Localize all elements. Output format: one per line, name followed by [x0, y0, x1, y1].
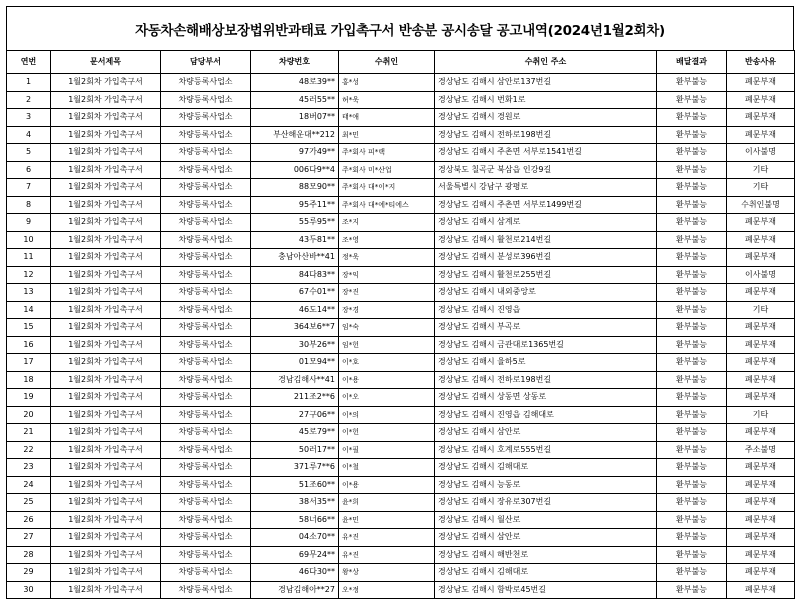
cell-delivery-result: 환부불능 — [657, 284, 727, 302]
cell-delivery-result: 환부불능 — [657, 476, 727, 494]
table-row — [7, 249, 795, 267]
cell-address: 경상남도 김해시 능동로 — [435, 476, 657, 494]
cell-no: 1 — [7, 74, 51, 92]
cell-recipient: 왕*상 — [339, 564, 435, 582]
cell-address: 경상남도 김해시 삼안로 — [435, 424, 657, 442]
cell-dept: 차량등록사업소 — [161, 389, 251, 407]
cell-recipient: 정*욱 — [339, 249, 435, 267]
cell-delivery-result: 환부불능 — [657, 91, 727, 109]
table-row — [7, 266, 795, 284]
cell-dept: 차량등록사업소 — [161, 424, 251, 442]
table-row — [7, 284, 795, 302]
table-row — [7, 301, 795, 319]
cell-address: 경상남도 김해시 전하로198번길 — [435, 126, 657, 144]
cell-doc-title: 1월2회차 가입촉구서 — [51, 546, 161, 564]
cell-dept: 차량등록사업소 — [161, 266, 251, 284]
cell-dept: 차량등록사업소 — [161, 214, 251, 232]
cell-delivery-result: 환부불능 — [657, 266, 727, 284]
cell-doc-title: 1월2회차 가입촉구서 — [51, 214, 161, 232]
cell-return-reason: 폐문부재 — [727, 249, 795, 267]
cell-delivery-result: 환부불능 — [657, 354, 727, 372]
cell-delivery-result: 환부불능 — [657, 319, 727, 337]
cell-doc-title: 1월2회차 가입촉구서 — [51, 406, 161, 424]
cell-return-reason: 폐문부재 — [727, 564, 795, 582]
cell-recipient: 주*회사 미*산업 — [339, 161, 435, 179]
cell-return-reason: 폐문부재 — [727, 389, 795, 407]
cell-car-number: 01모94** — [251, 354, 339, 372]
column-header-dept: 담당부서 — [161, 51, 251, 74]
cell-address: 경상남도 김해시 활천로255번길 — [435, 266, 657, 284]
table-body — [7, 74, 795, 599]
table-row — [7, 546, 795, 564]
cell-return-reason: 폐문부재 — [727, 581, 795, 599]
table-row — [7, 371, 795, 389]
cell-car-number: 95주11** — [251, 196, 339, 214]
cell-no: 17 — [7, 354, 51, 372]
table-row — [7, 389, 795, 407]
cell-address: 경상남도 김해시 진영읍 김해대로 — [435, 406, 657, 424]
cell-delivery-result: 환부불능 — [657, 511, 727, 529]
cell-recipient: 윤*희 — [339, 494, 435, 512]
cell-doc-title: 1월2회차 가입촉구서 — [51, 301, 161, 319]
cell-car-number: 50러17** — [251, 441, 339, 459]
cell-address: 경상남도 김해시 삼안로137번길 — [435, 74, 657, 92]
cell-recipient: 이*용 — [339, 476, 435, 494]
cell-recipient: 장*진 — [339, 284, 435, 302]
cell-recipient: 주*회사 대*에*티에스 — [339, 196, 435, 214]
cell-delivery-result: 환부불능 — [657, 161, 727, 179]
cell-doc-title: 1월2회차 가입촉구서 — [51, 494, 161, 512]
cell-no: 3 — [7, 109, 51, 127]
table-row — [7, 354, 795, 372]
cell-car-number: 46다30** — [251, 564, 339, 582]
cell-delivery-result: 환부불능 — [657, 546, 727, 564]
cell-doc-title: 1월2회차 가입촉구서 — [51, 529, 161, 547]
cell-no: 23 — [7, 459, 51, 477]
cell-doc-title: 1월2회차 가입촉구서 — [51, 196, 161, 214]
cell-no: 15 — [7, 319, 51, 337]
cell-delivery-result: 환부불능 — [657, 406, 727, 424]
cell-doc-title: 1월2회차 가입촉구서 — [51, 581, 161, 599]
table-row — [7, 144, 795, 162]
cell-recipient: 임*숙 — [339, 319, 435, 337]
cell-dept: 차량등록사업소 — [161, 319, 251, 337]
cell-address: 경상남도 김해시 활천로214번길 — [435, 231, 657, 249]
cell-dept: 차량등록사업소 — [161, 529, 251, 547]
cell-doc-title: 1월2회차 가입촉구서 — [51, 441, 161, 459]
cell-car-number: 84다83** — [251, 266, 339, 284]
cell-no: 25 — [7, 494, 51, 512]
cell-car-number: 211조2**6 — [251, 389, 339, 407]
document-page — [6, 6, 794, 594]
cell-dept: 차량등록사업소 — [161, 406, 251, 424]
cell-return-reason: 폐문부재 — [727, 476, 795, 494]
cell-no: 12 — [7, 266, 51, 284]
cell-car-number: 30부26** — [251, 336, 339, 354]
cell-car-number: 364보6**7 — [251, 319, 339, 337]
cell-recipient: 장*경 — [339, 301, 435, 319]
cell-return-reason: 폐문부재 — [727, 126, 795, 144]
column-header-no: 연번 — [7, 51, 51, 74]
cell-doc-title: 1월2회차 가입촉구서 — [51, 476, 161, 494]
table-row — [7, 109, 795, 127]
cell-return-reason: 수취인불명 — [727, 196, 795, 214]
table-row — [7, 91, 795, 109]
cell-return-reason: 폐문부재 — [727, 424, 795, 442]
table-row — [7, 511, 795, 529]
cell-delivery-result: 환부불능 — [657, 581, 727, 599]
cell-address: 경상남도 김해시 경원로 — [435, 109, 657, 127]
cell-car-number: 006다9**4 — [251, 161, 339, 179]
cell-car-number: 58너66** — [251, 511, 339, 529]
cell-recipient: 주*회사 대*이*지 — [339, 179, 435, 197]
cell-doc-title: 1월2회차 가입촉구서 — [51, 371, 161, 389]
cell-dept: 차량등록사업소 — [161, 74, 251, 92]
cell-dept: 차량등록사업소 — [161, 459, 251, 477]
cell-dept: 차량등록사업소 — [161, 336, 251, 354]
cell-return-reason: 폐문부재 — [727, 231, 795, 249]
cell-dept: 차량등록사업소 — [161, 196, 251, 214]
cell-no: 27 — [7, 529, 51, 547]
cell-car-number: 충남아산바**41 — [251, 249, 339, 267]
cell-recipient: 이*호 — [339, 354, 435, 372]
cell-address: 경상남도 김해시 장유로307번길 — [435, 494, 657, 512]
cell-delivery-result: 환부불능 — [657, 231, 727, 249]
cell-address: 경상남도 김해시 김해대로 — [435, 459, 657, 477]
cell-no: 9 — [7, 214, 51, 232]
cell-car-number: 04소70** — [251, 529, 339, 547]
cell-return-reason: 폐문부재 — [727, 336, 795, 354]
cell-no: 29 — [7, 564, 51, 582]
cell-no: 4 — [7, 126, 51, 144]
cell-recipient: 오*정 — [339, 581, 435, 599]
cell-address: 경상남도 김해시 삼계로 — [435, 214, 657, 232]
cell-address: 경상남도 김해시 진영읍 — [435, 301, 657, 319]
table-row — [7, 581, 795, 599]
cell-return-reason: 기타 — [727, 179, 795, 197]
cell-no: 22 — [7, 441, 51, 459]
cell-dept: 차량등록사업소 — [161, 494, 251, 512]
cell-address: 경상남도 김해시 주촌면 서부로1541번길 — [435, 144, 657, 162]
cell-delivery-result: 환부불능 — [657, 336, 727, 354]
cell-car-number: 경남김해사**41 — [251, 371, 339, 389]
cell-return-reason: 폐문부재 — [727, 511, 795, 529]
cell-address: 경상남도 김해시 내외중앙로 — [435, 284, 657, 302]
table-row — [7, 336, 795, 354]
cell-delivery-result: 환부불능 — [657, 424, 727, 442]
cell-doc-title: 1월2회차 가입촉구서 — [51, 249, 161, 267]
cell-recipient: 허*욱 — [339, 91, 435, 109]
cell-dept: 차량등록사업소 — [161, 581, 251, 599]
cell-delivery-result: 환부불능 — [657, 371, 727, 389]
cell-return-reason: 폐문부재 — [727, 214, 795, 232]
cell-doc-title: 1월2회차 가입촉구서 — [51, 144, 161, 162]
cell-return-reason: 폐문부재 — [727, 546, 795, 564]
cell-recipient: 유*진 — [339, 529, 435, 547]
cell-doc-title: 1월2회차 가입촉구서 — [51, 179, 161, 197]
cell-return-reason: 폐문부재 — [727, 529, 795, 547]
cell-no: 14 — [7, 301, 51, 319]
column-header-result: 배달결과 — [657, 51, 727, 74]
cell-recipient: 유*진 — [339, 546, 435, 564]
cell-return-reason: 폐문부재 — [727, 371, 795, 389]
cell-recipient: 이*용 — [339, 371, 435, 389]
column-header-name: 수취인 — [339, 51, 435, 74]
cell-delivery-result: 환부불능 — [657, 179, 727, 197]
cell-car-number: 43두81** — [251, 231, 339, 249]
table-row — [7, 406, 795, 424]
cell-dept: 차량등록사업소 — [161, 371, 251, 389]
cell-no: 8 — [7, 196, 51, 214]
cell-car-number: 51조60** — [251, 476, 339, 494]
cell-delivery-result: 환부불능 — [657, 74, 727, 92]
cell-doc-title: 1월2회차 가입촉구서 — [51, 389, 161, 407]
cell-car-number: 46도14** — [251, 301, 339, 319]
cell-dept: 차량등록사업소 — [161, 284, 251, 302]
table-row — [7, 319, 795, 337]
cell-dept: 차량등록사업소 — [161, 511, 251, 529]
cell-return-reason: 주소불명 — [727, 441, 795, 459]
cell-doc-title: 1월2회차 가입촉구서 — [51, 126, 161, 144]
cell-return-reason: 기타 — [727, 161, 795, 179]
cell-no: 16 — [7, 336, 51, 354]
cell-address: 경상북도 칠곡군 북삼읍 인강9길 — [435, 161, 657, 179]
cell-address: 경상남도 김해시 삼안로 — [435, 529, 657, 547]
cell-address: 경상남도 김해시 상동면 상동로 — [435, 389, 657, 407]
page-title: 자동차손해배상보장법위반과태료 가입촉구서 반송분 공시송달 공고내역(2024년1월2회차) — [135, 22, 665, 39]
cell-return-reason: 이사불명 — [727, 266, 795, 284]
cell-delivery-result: 환부불능 — [657, 144, 727, 162]
cell-dept: 차량등록사업소 — [161, 564, 251, 582]
cell-address: 경상남도 김해시 호계로555번길 — [435, 441, 657, 459]
cell-recipient: 주*회사 피*랙 — [339, 144, 435, 162]
table-row — [7, 126, 795, 144]
cell-delivery-result: 환부불능 — [657, 196, 727, 214]
cell-recipient: 조*지 — [339, 214, 435, 232]
cell-address: 경상남도 김해시 김해대로 — [435, 564, 657, 582]
cell-recipient: 태*애 — [339, 109, 435, 127]
cell-doc-title: 1월2회차 가입촉구서 — [51, 266, 161, 284]
table-row — [7, 441, 795, 459]
cell-return-reason: 이사불명 — [727, 144, 795, 162]
cell-no: 21 — [7, 424, 51, 442]
cell-no: 7 — [7, 179, 51, 197]
cell-car-number: 97가49** — [251, 144, 339, 162]
cell-no: 2 — [7, 91, 51, 109]
cell-recipient: 윤*민 — [339, 511, 435, 529]
cell-dept: 차량등록사업소 — [161, 91, 251, 109]
cell-dept: 차량등록사업소 — [161, 249, 251, 267]
cell-address: 경상남도 김해시 월산로 — [435, 511, 657, 529]
table-row — [7, 424, 795, 442]
cell-recipient: 이*헌 — [339, 424, 435, 442]
column-header-addr: 수취인 주소 — [435, 51, 657, 74]
cell-recipient: 이*필 — [339, 441, 435, 459]
cell-address: 경상남도 김해시 주촌면 서부로1499번길 — [435, 196, 657, 214]
cell-car-number: 18버07** — [251, 109, 339, 127]
column-header-reason: 반송사유 — [727, 51, 795, 74]
cell-delivery-result: 환부불능 — [657, 441, 727, 459]
cell-no: 24 — [7, 476, 51, 494]
cell-car-number: 67수01** — [251, 284, 339, 302]
cell-address: 경상남도 김해시 부곡로 — [435, 319, 657, 337]
cell-doc-title: 1월2회차 가입촉구서 — [51, 336, 161, 354]
cell-delivery-result: 환부불능 — [657, 214, 727, 232]
cell-dept: 차량등록사업소 — [161, 476, 251, 494]
cell-car-number: 45러55** — [251, 91, 339, 109]
cell-address: 경상남도 김해시 율하5로 — [435, 354, 657, 372]
table-row — [7, 214, 795, 232]
cell-address: 서울특별시 강남구 광평로 — [435, 179, 657, 197]
table-row — [7, 161, 795, 179]
cell-delivery-result: 환부불능 — [657, 249, 727, 267]
cell-doc-title: 1월2회차 가입촉구서 — [51, 284, 161, 302]
cell-dept: 차량등록사업소 — [161, 301, 251, 319]
cell-dept: 차량등록사업소 — [161, 441, 251, 459]
cell-doc-title: 1월2회차 가입촉구서 — [51, 74, 161, 92]
table-row — [7, 564, 795, 582]
table-row — [7, 529, 795, 547]
cell-address: 경상남도 김해시 전하로198번길 — [435, 371, 657, 389]
cell-no: 19 — [7, 389, 51, 407]
cell-address: 경상남도 김해시 번화1로 — [435, 91, 657, 109]
cell-doc-title: 1월2회차 가입촉구서 — [51, 319, 161, 337]
table-row — [7, 459, 795, 477]
cell-return-reason: 기타 — [727, 301, 795, 319]
column-header-doc: 문서제목 — [51, 51, 161, 74]
table-row — [7, 231, 795, 249]
table-row — [7, 476, 795, 494]
column-header-car: 차량번호 — [251, 51, 339, 74]
cell-car-number: 경남김해아**27 — [251, 581, 339, 599]
cell-dept: 차량등록사업소 — [161, 126, 251, 144]
cell-doc-title: 1월2회차 가입촉구서 — [51, 459, 161, 477]
cell-return-reason: 폐문부재 — [727, 494, 795, 512]
cell-address: 경상남도 김해시 금관대로1365번길 — [435, 336, 657, 354]
cell-delivery-result: 환부불능 — [657, 301, 727, 319]
cell-car-number: 55루95** — [251, 214, 339, 232]
cell-no: 13 — [7, 284, 51, 302]
cell-no: 18 — [7, 371, 51, 389]
cell-return-reason: 폐문부재 — [727, 91, 795, 109]
cell-delivery-result: 환부불능 — [657, 109, 727, 127]
cell-recipient: 조*영 — [339, 231, 435, 249]
cell-no: 26 — [7, 511, 51, 529]
cell-no: 6 — [7, 161, 51, 179]
table-row — [7, 179, 795, 197]
cell-dept: 차량등록사업소 — [161, 179, 251, 197]
cell-no: 10 — [7, 231, 51, 249]
cell-doc-title: 1월2회차 가입촉구서 — [51, 109, 161, 127]
cell-car-number: 38서35** — [251, 494, 339, 512]
cell-dept: 차량등록사업소 — [161, 144, 251, 162]
cell-recipient: 홍*성 — [339, 74, 435, 92]
cell-car-number: 371루7**6 — [251, 459, 339, 477]
cell-recipient: 최*민 — [339, 126, 435, 144]
title-box — [6, 6, 794, 50]
cell-delivery-result: 환부불능 — [657, 126, 727, 144]
cell-dept: 차량등록사업소 — [161, 161, 251, 179]
table-header-row — [7, 51, 795, 74]
cell-address: 경상남도 김해시 분성로396번길 — [435, 249, 657, 267]
table-row — [7, 494, 795, 512]
cell-delivery-result: 환부불능 — [657, 459, 727, 477]
cell-doc-title: 1월2회차 가입촉구서 — [51, 354, 161, 372]
cell-car-number: 부산해운대**212 — [251, 126, 339, 144]
cell-return-reason: 폐문부재 — [727, 459, 795, 477]
table-row — [7, 196, 795, 214]
cell-dept: 차량등록사업소 — [161, 546, 251, 564]
cell-return-reason: 폐문부재 — [727, 319, 795, 337]
cell-no: 11 — [7, 249, 51, 267]
cell-dept: 차량등록사업소 — [161, 231, 251, 249]
cell-doc-title: 1월2회차 가입촉구서 — [51, 161, 161, 179]
table-row — [7, 74, 795, 92]
cell-doc-title: 1월2회차 가입촉구서 — [51, 424, 161, 442]
cell-doc-title: 1월2회차 가입촉구서 — [51, 564, 161, 582]
cell-return-reason: 기타 — [727, 406, 795, 424]
cell-no: 20 — [7, 406, 51, 424]
cell-doc-title: 1월2회차 가입촉구서 — [51, 91, 161, 109]
cell-dept: 차량등록사업소 — [161, 354, 251, 372]
cell-return-reason: 폐문부재 — [727, 109, 795, 127]
cell-car-number: 27구06** — [251, 406, 339, 424]
cell-dept: 차량등록사업소 — [161, 109, 251, 127]
cell-car-number: 88모90** — [251, 179, 339, 197]
cell-recipient: 이*철 — [339, 459, 435, 477]
cell-doc-title: 1월2회차 가입촉구서 — [51, 511, 161, 529]
cell-return-reason: 폐문부재 — [727, 284, 795, 302]
cell-no: 28 — [7, 546, 51, 564]
cell-car-number: 48로39** — [251, 74, 339, 92]
cell-address: 경상남도 김해시 해반천로 — [435, 546, 657, 564]
cell-address: 경상남도 김해시 함박로45번길 — [435, 581, 657, 599]
cell-delivery-result: 환부불능 — [657, 529, 727, 547]
cell-delivery-result: 환부불능 — [657, 389, 727, 407]
cell-recipient: 이*의 — [339, 406, 435, 424]
cell-recipient: 임*헌 — [339, 336, 435, 354]
cell-delivery-result: 환부불능 — [657, 564, 727, 582]
cell-car-number: 69무24** — [251, 546, 339, 564]
cell-no: 30 — [7, 581, 51, 599]
cell-delivery-result: 환부불능 — [657, 494, 727, 512]
cell-return-reason: 폐문부재 — [727, 354, 795, 372]
cell-recipient: 장*익 — [339, 266, 435, 284]
cell-car-number: 45로79** — [251, 424, 339, 442]
cell-return-reason: 폐문부재 — [727, 74, 795, 92]
cell-doc-title: 1월2회차 가입촉구서 — [51, 231, 161, 249]
cell-recipient: 이*오 — [339, 389, 435, 407]
notice-table — [6, 50, 795, 599]
cell-no: 5 — [7, 144, 51, 162]
